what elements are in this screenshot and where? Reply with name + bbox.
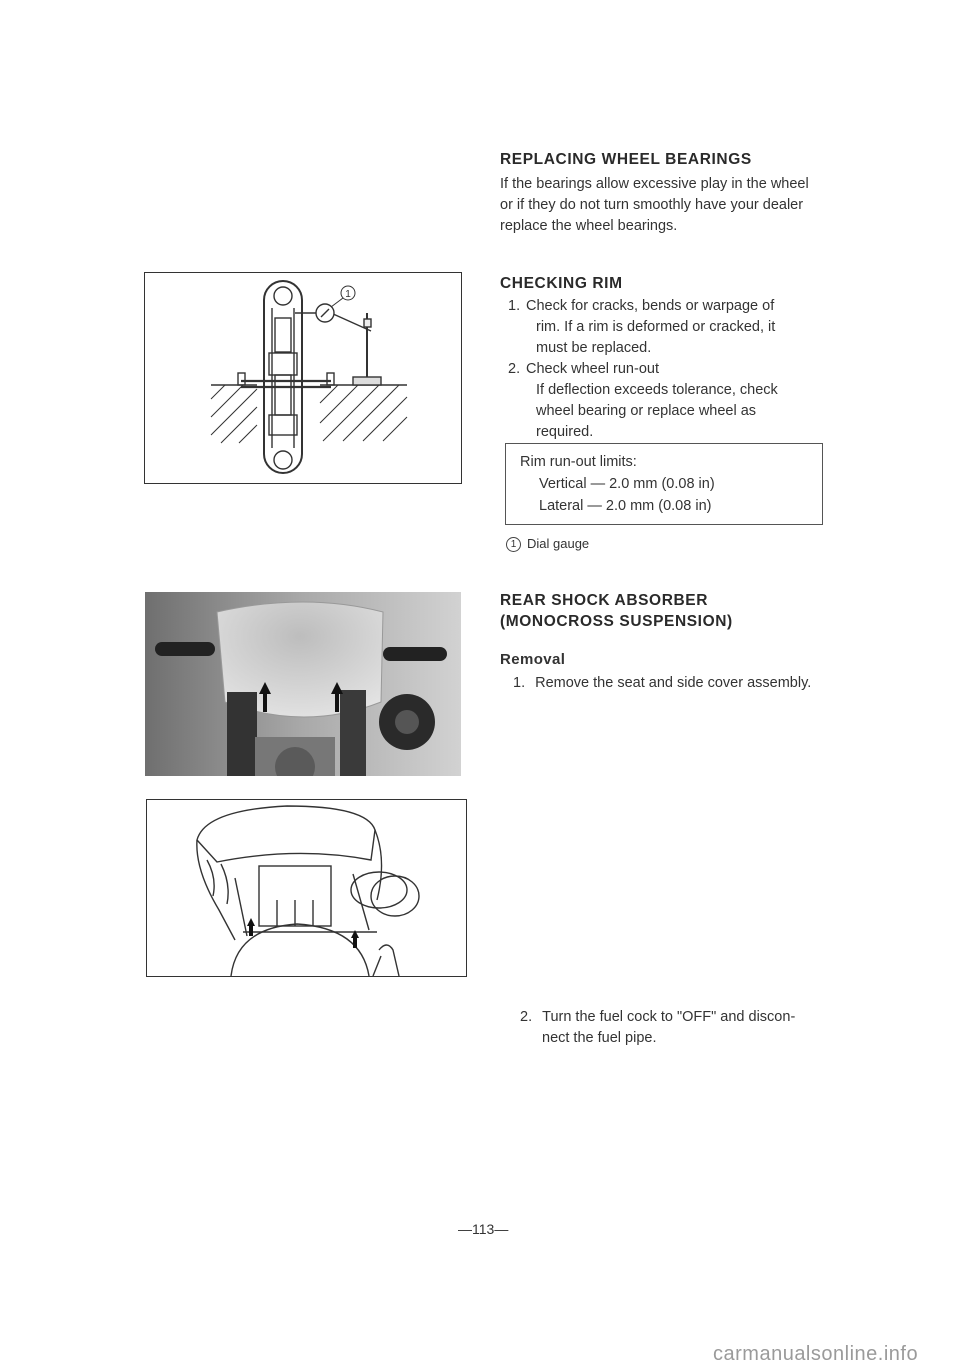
seat-photo [145, 592, 461, 776]
wheel-runout-diagram [145, 273, 461, 483]
step-text: Remove the seat and side cover assembly. [535, 675, 812, 691]
removal-step-2-cont: nect the fuel pipe. [542, 1030, 657, 1046]
step-line: rim. If a rim is deformed or cracked, it [536, 319, 776, 335]
dial-gauge-label: Dial gauge [527, 536, 590, 551]
step-line: must be replaced. [536, 340, 652, 356]
wheel-runout-figure [144, 272, 462, 484]
page-number: —113— [458, 1221, 509, 1237]
step-line: required. [536, 424, 594, 440]
watermark: carmanualsonline.info [713, 1343, 919, 1365]
spec-lateral: Lateral — 2.0 mm (0.08 in) [539, 498, 712, 514]
replacing-line-2: or if they do not turn smoothly have your dealer [500, 197, 804, 213]
callout-number-badge: 1 [506, 537, 521, 552]
step-line: wheel bearing or replace wheel as [536, 403, 757, 419]
removal-step-1 [513, 673, 811, 694]
checking-rim-title: CHECKING RIM [500, 275, 623, 292]
rear-shock-title-1: REAR SHOCK ABSORBER [500, 592, 709, 609]
seat-removal-diagram [147, 800, 466, 976]
seat-removal-figure [146, 799, 467, 977]
dial-gauge-legend [506, 536, 589, 552]
removal-step-2 [520, 1007, 795, 1028]
step-line: Check wheel run-out [526, 361, 659, 377]
replacing-line-3: replace the wheel bearings. [500, 218, 678, 234]
step-text: Turn the fuel cock to "OFF" and discon- [542, 1009, 796, 1025]
removal-title: Removal [500, 651, 566, 668]
spec-box [505, 443, 823, 525]
step-line: Check for cracks, bends or warpage of [526, 298, 775, 314]
replacing-line-1: If the bearings allow excessive play in the wheel [500, 176, 809, 192]
step-line: If deflection exceeds tolerance, check [536, 382, 778, 398]
step-number: 1. [508, 298, 521, 314]
step-number: 1. [513, 675, 526, 691]
spec-vertical: Vertical — 2.0 mm (0.08 in) [539, 476, 715, 492]
rear-shock-title-2: (MONOCROSS SUSPENSION) [500, 613, 733, 630]
replacing-title: REPLACING WHEEL BEARINGS [500, 151, 752, 168]
step-number: 2. [508, 361, 521, 377]
figure-callout-number: 1 [345, 289, 351, 300]
spec-title: Rim run-out limits: [520, 454, 637, 470]
seat-photo-image [145, 592, 461, 776]
step-number: 2. [520, 1009, 533, 1025]
